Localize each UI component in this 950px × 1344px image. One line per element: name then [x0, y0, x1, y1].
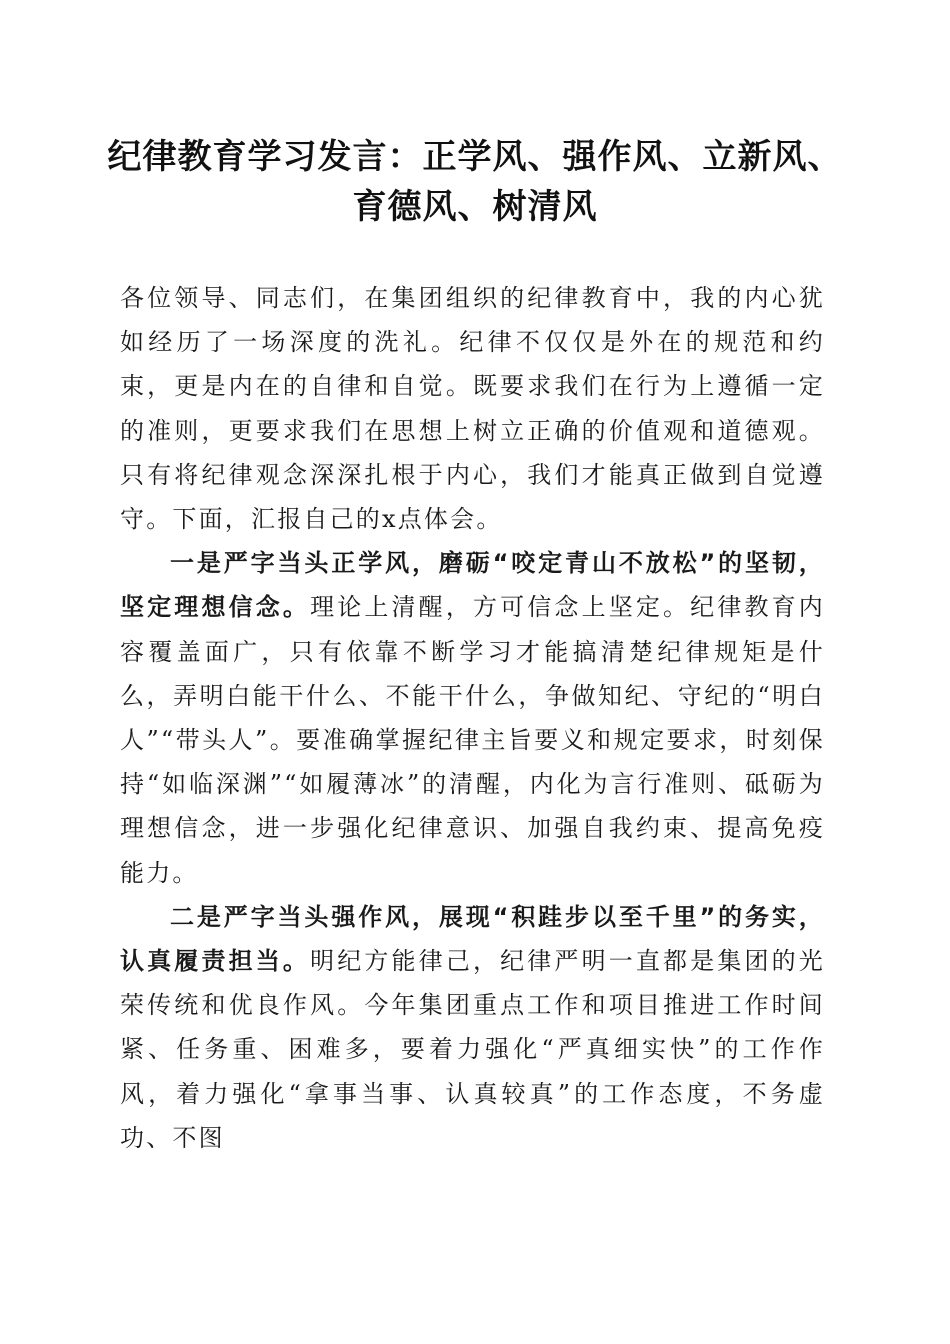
paragraph-lead-sentence: 二是严字当头强作风，展现“积跬步以至千里”的务实，认真履责担当。 [120, 902, 825, 976]
paragraph-point-2 [120, 895, 825, 1160]
title-line-2: 育德风、树清风 [352, 187, 598, 227]
paragraph-text: 明纪方能律己，纪律严明一直都是集团的光荣传统和优良作风。今年集团重点工作和项目推进工作时间紧、任务重、困难多，要着力强化“严真细实快”的工作作风，着力强化“拿事当事、认真较真”的工作态度，不务虚功、不图 [120, 947, 825, 1152]
document-body [120, 276, 825, 1160]
paragraph-text: 理论上清醒，方可信念上坚定。纪律教育内容覆盖面广，只有依靠不断学习才能搞清楚纪律规矩是什么，弄明白能干什么、不能干什么，争做知纪、守纪的“明白人”“带头人”。要准确掌握纪律主旨要义和规定要求，时刻保持“如临深渊”“如履薄冰”的清醒，内化为言行准则、砥砺为理想信念，进一步强化纪律意识、加强自我约束、提高免疫能力。 [120, 593, 825, 887]
paragraph-text: 各位领导、同志们，在集团组织的纪律教育中，我的内心犹如经历了一场深度的洗礼。纪律不仅仅是外在的规范和约束，更是内在的自律和自觉。既要求我们在行为上遵循一定的准则，更要求我们在思想上树立正确的价值观和道德观。只有将纪律观念深深扎根于内心，我们才能真正做到自觉遵守。下面，汇报自己的x点体会。 [120, 284, 825, 534]
paragraph-point-1 [120, 541, 825, 895]
paragraph-intro [120, 276, 825, 541]
paragraph-lead-sentence: 一是严字当头正学风，磨砺“咬定青山不放松”的坚韧，坚定理想信念。 [120, 549, 825, 622]
document-title [100, 132, 850, 232]
title-line-1: 纪律教育学习发言：正学风、强作风、立新风、 [107, 137, 843, 177]
